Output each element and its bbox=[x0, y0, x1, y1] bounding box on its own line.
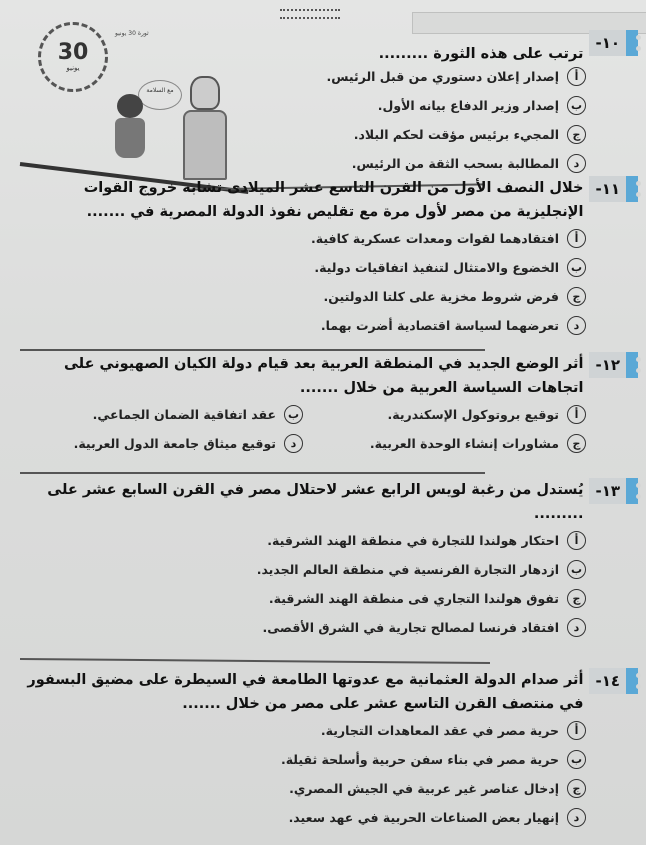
header-decoration bbox=[280, 6, 340, 20]
question-marker-icon bbox=[626, 352, 638, 378]
option-a[interactable]: أ افتقادهما لقوات ومعدات عسكرية كافية. bbox=[20, 224, 586, 253]
question-number: ١٣- bbox=[589, 478, 626, 504]
question-13 bbox=[20, 478, 638, 642]
question-number: ١١- bbox=[589, 176, 626, 202]
option-a[interactable]: أ حرية مصر في عقد المعاهدات التجارية. bbox=[20, 716, 586, 745]
option-c[interactable]: ج مشاورات إنشاء الوحدة العربية. bbox=[303, 429, 586, 458]
speech-bubble: مع السلامة bbox=[138, 80, 182, 110]
question-text: خلال النصف الأول من القرن التاسع عشر الميلادى تشابه خروج القوات الإنجليزية من مصر لأول مرة مع تقليص نفوذ الدولة المصرية في ....... bbox=[83, 180, 584, 220]
girl-figure-icon bbox=[110, 94, 150, 164]
badge-sub: يونيو bbox=[66, 64, 80, 72]
option-a[interactable]: أ إصدار إعلان دستوري من قبل الرئيس. bbox=[250, 62, 586, 91]
question-text: ترتب على هذه الثورة ......... bbox=[378, 46, 584, 62]
question-text: أثر الوضع الجديد في المنطقة العربية بعد قيام دولة الكيان الصهيوني على اتجاهات السياسة العربية من خلال ....... bbox=[63, 356, 584, 396]
question-11 bbox=[20, 176, 638, 340]
question-marker-icon bbox=[626, 478, 638, 504]
option-c[interactable]: ج تفوق هولندا التجاري فى منطقة الهند الشرقية. bbox=[20, 584, 586, 613]
question-number: ١٤- bbox=[589, 668, 626, 694]
badge-number: 30 bbox=[57, 40, 89, 65]
question-14 bbox=[20, 668, 638, 832]
divider bbox=[20, 472, 485, 474]
option-c[interactable]: ج فرض شروط مخزية على كلتا الدولتين. bbox=[20, 282, 586, 311]
option-c[interactable]: ج إدخال عناصر غير عربية في الجيش المصري. bbox=[20, 774, 586, 803]
option-d[interactable]: د افتقاد فرنسا لمصالح تجارية في الشرق الأقصى. bbox=[20, 613, 586, 642]
option-b[interactable]: ب ازدهار التجارة الفرنسية في منطقة العالم الجديد. bbox=[20, 555, 586, 584]
option-d[interactable]: د تعرضهما لسياسة اقتصادية أضرت بهما. bbox=[20, 311, 586, 340]
option-d[interactable]: د إنهيار بعض الصناعات الحربية في عهد سعيد. bbox=[20, 803, 586, 832]
question-marker-icon bbox=[626, 30, 638, 56]
option-b[interactable]: ب حرية مصر في بناء سفن حربية وأسلحة ثقيلة. bbox=[20, 745, 586, 774]
question-text: يُستدل من رغبة لويس الرابع عشر لاحتلال مصر في القرن السابع عشر على ......... bbox=[47, 482, 584, 522]
man-figure-icon bbox=[180, 76, 226, 176]
cartoon-illustration bbox=[20, 14, 230, 179]
option-c[interactable]: ج المجيء برئيس مؤقت لحكم البلاد. bbox=[250, 120, 586, 149]
question-text: أثر صدام الدولة العثمانية مع عدوتها الطامعة في السيطرة على مضيق البسفور في منتصف القرن التاسع عشر على مصر من خلال ....... bbox=[27, 672, 584, 712]
question-10 bbox=[250, 30, 638, 178]
question-number: ١٢- bbox=[589, 352, 626, 378]
sun-badge-icon bbox=[38, 22, 108, 92]
option-a[interactable]: أ احتكار هولندا للتجارة في منطقة الهند الشرقية. bbox=[20, 526, 586, 555]
question-marker-icon bbox=[626, 176, 638, 202]
option-b[interactable]: ب عقد اتفاقية الضمان الجماعي. bbox=[20, 400, 303, 429]
option-d[interactable]: د المطالبة بسحب الثقة من الرئيس. bbox=[250, 149, 586, 178]
option-b[interactable]: ب إصدار وزير الدفاع بيانه الأول. bbox=[250, 91, 586, 120]
question-marker-icon bbox=[626, 668, 638, 694]
option-a[interactable]: أ توقيع بروتوكول الإسكندرية. bbox=[303, 400, 586, 429]
question-number: ١٠- bbox=[589, 30, 626, 56]
cartoon-caption: ثورة 30 يونيو bbox=[115, 30, 149, 37]
option-d[interactable]: د توقيع ميثاق جامعة الدول العربية. bbox=[20, 429, 303, 458]
option-b[interactable]: ب الخضوع والامتثال لتنفيذ اتفاقيات دولية. bbox=[20, 253, 586, 282]
divider bbox=[20, 658, 490, 664]
question-12 bbox=[20, 352, 638, 458]
divider bbox=[20, 349, 485, 351]
